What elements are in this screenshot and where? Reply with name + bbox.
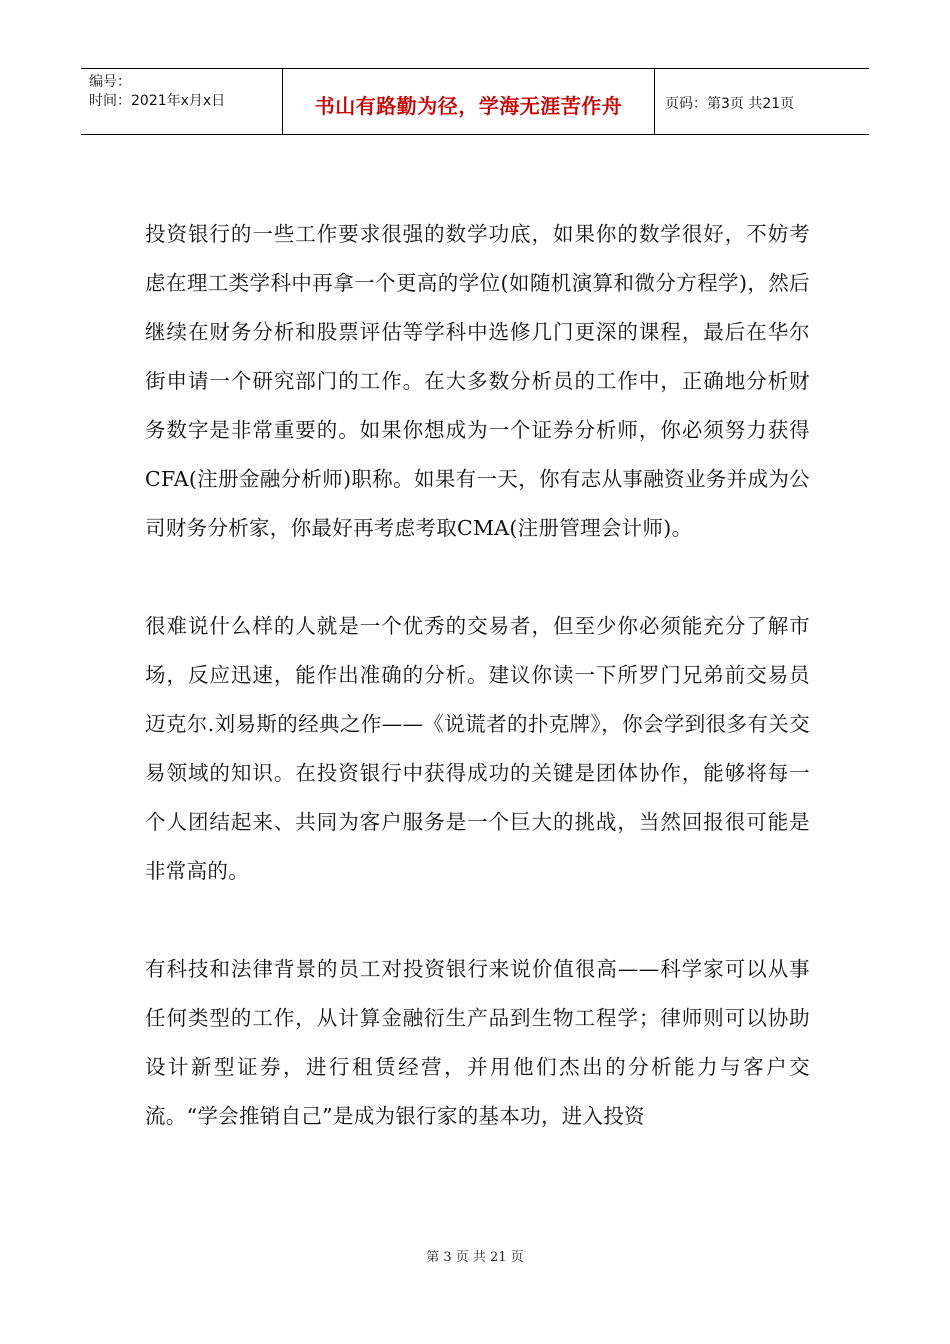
number-label: 编号： [89,74,131,90]
paragraph-1: 投资银行的一些工作要求很强的数学功底，如果你的数学很好，不妨考虑在理工类学科中再拿一个更高的学位(如随机演算和微分方程学)，然后继续在财务分析和股票评估等学科中选修几门更深的课程，最后在华尔街申请一个研究部门的工作。在大多数分析员的工作中，正确地分析财务数字是非常重要的。如果你想成为一个证券分析师，你必须努力获得CFA(注册金融分析师)职称。如果有一天，你有志从事融资业务并成为公司财务分析家，你最好再考虑考取CMA(注册管理会计师)。 [145,222,810,540]
page-footer: 第 3 页 共 21 页 [426,1250,524,1265]
document-body [145,210,810,1190]
paragraph-2: 很难说什么样的人就是一个优秀的交易者，但至少你必须能充分了解市场，反应迅速，能作出准确的分析。建议你读一下所罗门兄弟前交易员迈克尔.刘易斯的经典之作——《说谎者的扑克牌》，你会学到很多有关交易领域的知识。在投资银行中获得成功的关键是团体协作，能够将每一个人团结起来、共同为客户服务是一个巨大的挑战，当然回报很可能是非常高的。 [145,614,810,883]
header-page-info: 页码：第3页 共21页 [665,95,795,112]
time-label: 时间：2021年x月x日 [89,93,226,109]
header-meta [81,69,283,134]
page-header [81,68,869,135]
header-motto: 书山有路勤为径，学海无涯苦作舟 [283,69,655,134]
paragraph-3: 有科技和法律背景的员工对投资银行来说价值很高——科学家可以从事任何类型的工作，从计算金融衍生产品到生物工程学；律师则可以协助设计新型证券，进行租赁经营，并用他们杰出的分析能力与客户交流。“学会推销自己”是成为银行家的基本功，进入投资 [145,957,810,1128]
